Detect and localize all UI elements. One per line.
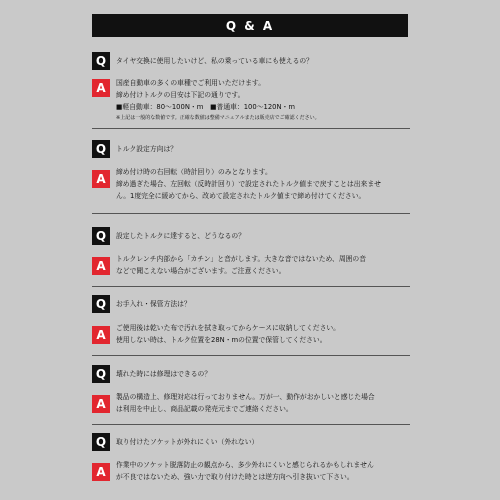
answer-line: は利用を中止し、商品記載の発売元までご連絡ください。 — [116, 405, 293, 413]
divider — [92, 424, 410, 425]
question-text: お手入れ・保管方法は？ — [116, 300, 191, 308]
answer-text — [116, 77, 320, 123]
question-text: 取り付けたソケットが外れにくい（外れない） — [116, 438, 259, 446]
answer-badge: A — [92, 170, 110, 188]
answer-badge: A — [92, 395, 110, 413]
answer-text — [116, 459, 374, 483]
answer-line: 作業中のソケット脱落防止の観点から、多少外れにくいと感じられるかもしれません — [116, 461, 374, 469]
answer-line: ん。1度完全に緩めてから、改めて設定されたトルク値まで締め付けてください。 — [116, 192, 366, 200]
answer-line: が不良ではないため、強い力で取り付けた時とは逆方向へ引き抜いて下さい。 — [116, 473, 354, 481]
question-badge: Q — [92, 227, 110, 245]
question-badge: Q — [92, 140, 110, 158]
answer-line: 製品の構造上、修理対応は行っておりません。万が一、動作がおかしいと感じた場合 — [116, 393, 375, 401]
answer-badge: A — [92, 326, 110, 344]
divider — [92, 128, 410, 129]
answer-line: などで聞こえない場合がございます。ご注意ください。 — [116, 267, 286, 275]
question-badge: Q — [92, 52, 110, 70]
answer-line: トルクレンチ内部から「カチン」と音がします。大きな音ではないため、周囲の音 — [116, 255, 367, 263]
answer-line: ■軽自動車：80～100N・m ■普通車：100～120N・m — [116, 103, 295, 111]
answer-badge: A — [92, 257, 110, 275]
answer-badge: A — [92, 79, 110, 97]
divider — [92, 286, 410, 287]
question-text: 設定したトルクに達すると、どうなるの？ — [116, 232, 246, 240]
answer-badge: A — [92, 463, 110, 481]
answer-line: 締め付けトルクの目安は下記の通りです。 — [116, 91, 245, 99]
question-badge: Q — [92, 365, 110, 383]
question-badge: Q — [92, 295, 110, 313]
answer-line: 使用しない時は、トルク位置を28N・mの位置で保管してください。 — [116, 336, 327, 344]
answer-line: ご使用後は乾いた布で汚れを拭き取ってからケースに収納してください。 — [116, 324, 340, 332]
answer-line: 締め過ぎた場合、左回転（反時計回り）で設定されたトルク値まで戻すことは出来ませ — [116, 180, 381, 188]
question-text: タイヤ交換に使用したいけど、私の乗っている車にも使えるの？ — [116, 57, 313, 65]
question-text: 壊れた時には修理はできるの？ — [116, 370, 212, 378]
answer-line: 国産自動車の多くの車種でご利用いただけます。 — [116, 79, 265, 87]
divider — [92, 213, 410, 214]
question-badge: Q — [92, 433, 110, 451]
answer-text — [116, 322, 340, 346]
answer-line: 締め付け時の右回転（時計回り）のみとなります。 — [116, 168, 272, 176]
answer-text — [116, 391, 375, 415]
answer-note: ※上記は一般的な数値です。正確な数値は整備マニュアルまたは販売店でご確認ください。 — [116, 115, 320, 121]
divider — [92, 355, 410, 356]
answer-text — [116, 166, 381, 202]
answer-text — [116, 253, 366, 277]
question-text: トルク設定方向は？ — [116, 145, 178, 153]
page-title: Q & A — [92, 14, 408, 37]
